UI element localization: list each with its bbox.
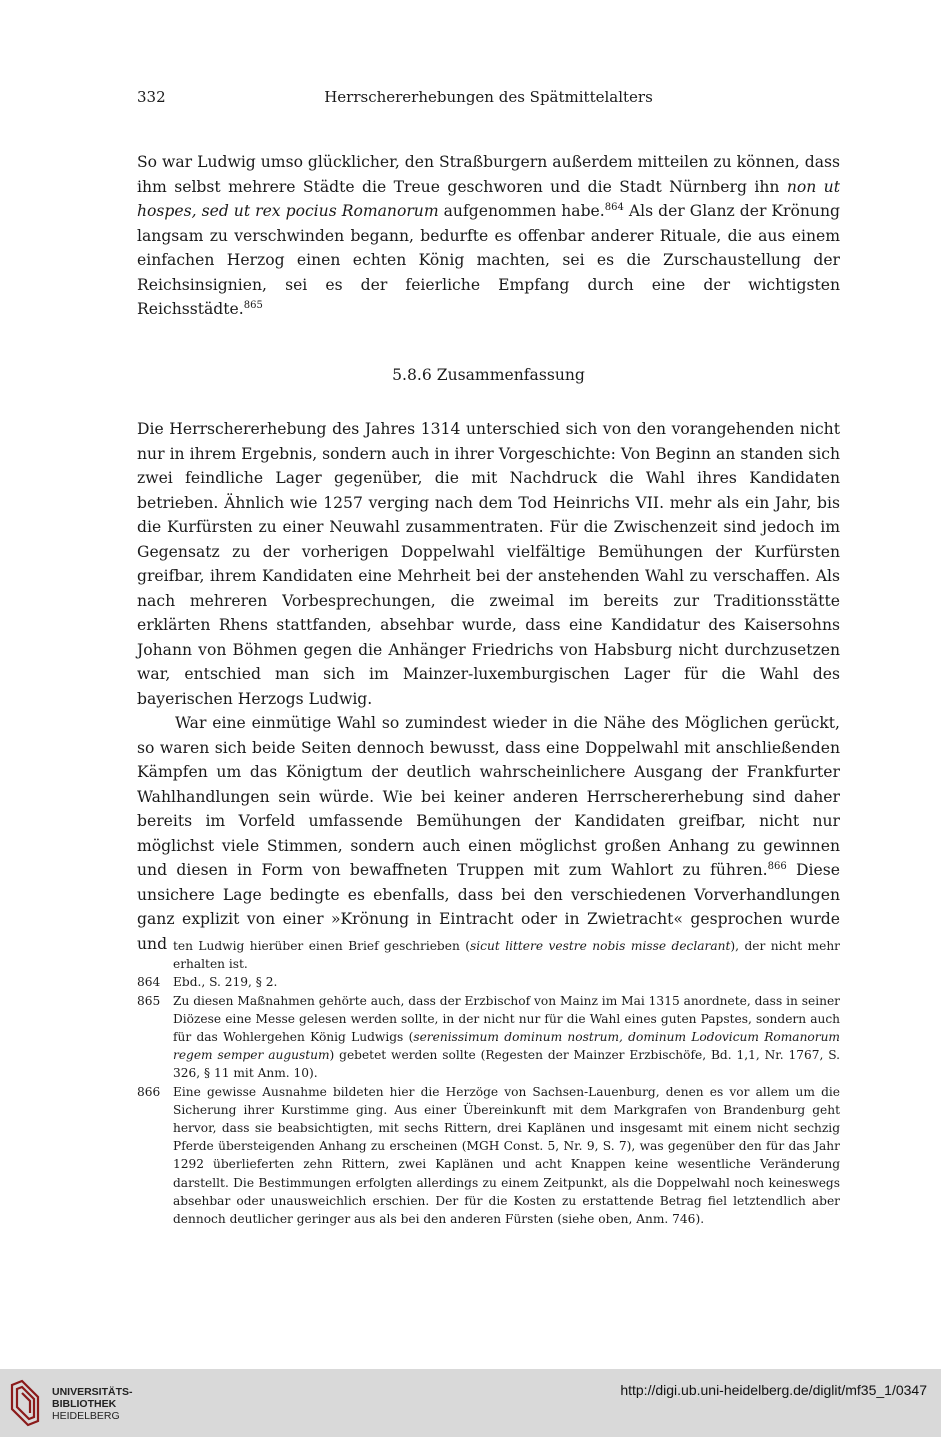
logo-line: HEIDELBERG: [52, 1410, 120, 1422]
footnotes: [137, 937, 840, 1228]
logo-line: UNIVERSITÄTS-: [52, 1386, 133, 1398]
footnote-text: ) gebetet werden sollte (Regesten der Mainzer Erzbischöfe, Bd. 1,1, Nr. 1767, S. 326, § 11 mit Anm. 10).: [173, 1048, 840, 1081]
paragraph-text: Diese unsichere Lage bedingte es ebenfalls, dass bei den verschiedenen Vorverhandlungen ganz explizit von einer »Krönung in Eintracht oder in Zwietracht« gesprochen wurde und: [137, 861, 840, 953]
footnote-865: [137, 992, 840, 1083]
footnote-ref-866[interactable]: 866: [767, 860, 787, 872]
section-heading: 5.8.6 Zusammenfassung: [392, 365, 585, 384]
footnote-number: 866: [137, 1084, 161, 1099]
footnote-text: ten Ludwig hierüber einen Brief geschrieben (: [173, 939, 471, 953]
latin-quote: non ut hospes, sed ut rex pocius Romanorum: [137, 177, 840, 220]
paragraph-text: War eine einmütige Wahl so zumindest wieder in die Nähe des Möglichen gerückt, so waren sich beide Seiten dennoch bewusst, dass eine Doppelwahl mit anschließenden Kämpfen um das Königtum der deutlich wahrscheinlichere Ausgang der Frankfurter Wahlhandlungen sein würde. Wie bei keiner anderen Herrschererhebung sind daher bereits im Vorfeld umfassende Bemühungen der Kandidaten greifbar, nicht nur möglichst viele Stimmen, sondern auch einen möglichst großen Anhang zu gewinnen und diesen in Form von bewaffneten Truppen mit zum Wahlort zu führen.: [137, 714, 840, 879]
footnote-866: [137, 1083, 840, 1229]
footnote-ref-865[interactable]: 865: [243, 299, 263, 311]
running-title: Herrschererhebungen des Spätmittelalters: [324, 88, 653, 106]
footnote-continuation: [137, 937, 840, 973]
logo-line: BIBLIOTHEK: [52, 1398, 117, 1410]
paragraph-1: [137, 150, 840, 322]
paragraph-text: aufgenommen habe.: [438, 202, 605, 220]
source-url[interactable]: http://digi.ub.uni-heidelberg.de/diglit/mf35_1/0347: [620, 1382, 927, 1398]
paragraph-text: Als der Glanz der Krönung langsam zu verschwinden begann, bedurfte es offenbar anderer Rituale, die aus einem einfachen Herzog einen echten König machten, sei es die Zurschaustellung der Reichsinsignien, sei es der feierliche Empfang durch eine der wichtigsten Reichsstädte.: [137, 202, 840, 318]
latin-quote: serenissimum dominum nostrum, dominum Lodovicum Romanorum regem semper augustum: [173, 1030, 840, 1063]
library-logo-icon: [8, 1377, 44, 1429]
paragraph-3: [137, 711, 840, 956]
page-number: 332: [137, 88, 166, 106]
footnote-number: 865: [137, 993, 161, 1008]
body-text: [137, 150, 840, 956]
library-logo-text: [52, 1386, 133, 1422]
footnote-number: 864: [137, 975, 161, 990]
footnote-864: [137, 973, 840, 991]
footnote-text: Zu diesen Maßnahmen gehörte auch, dass der Erzbischof von Mainz im Mai 1315 anordnete, dass in seiner Diözese eine Messe gelesen werden sollte, in der nicht nur für die Wahl eines guten Papstes, sondern auch für das Wohlergehen König Ludwigs (: [173, 993, 840, 1045]
latin-quote: sicut littere vestre nobis misse declarant: [470, 939, 731, 953]
footnote-text: Ebd., S. 219, § 2.: [173, 975, 278, 990]
footer-bar: [0, 1369, 941, 1437]
footnote-text: ), der nicht mehr erhalten ist.: [173, 939, 841, 972]
paragraph-2: Die Herrschererhebung des Jahres 1314 unterschied sich von den vorangehenden nicht nur in ihrem Ergebnis, sondern auch in ihrer Vorgeschichte: Von Beginn an standen sich zwei feindliche Lager gegenüber, die mit Nachdruck die Wahl ihres Kandidaten betrieben. Ähnlich wie 1257 verging nach dem Tod Heinrichs VII. mehr als ein Jahr, bis die Kurfürsten zu einer Neuwahl zusammentraten. Für die Zwischenzeit sind jedoch im Gegensatz zu der vorherigen Doppelwahl vielfältige Bemühungen der Kurfürsten greifbar, ihrem Kandidaten eine Mehrheit bei der anstehenden Wahl zu verschaffen. Als nach mehreren Vorbesprechungen, die zweimal im bereits zur Traditionsstätte erklärten Rhens stattfanden, absehbar wurde, dass eine Kandidatur des Kaisersohns Johann von Böhmen gegen die Anhänger Friedrichs von Habsburg nicht durchzusetzen war, entschied man sich im Mainzer-luxemburgischen Lager für die Wahl des bayerischen Herzogs Ludwig.: [137, 420, 840, 708]
paragraph-text: So war Ludwig umso glücklicher, den Straßburgern außerdem mitteilen zu können, dass ihm selbst mehrere Städte die Treue geschworen und die Stadt Nürnberg ihn: [137, 153, 840, 196]
footnote-ref-864[interactable]: 864: [604, 201, 624, 213]
footnote-text: Eine gewisse Ausnahme bildeten hier die Herzöge von Sachsen-Lauenburg, denen es vor allem um die Sicherung ihrer Kurstimme ging. Aus einer Übereinkunft mit dem Markgrafen von Brandenburg geht hervor, dass sie beabsichtigten, mit sechs Rittern, drei Kaplänen und insgesamt mit einem nicht sechzig Pferde übersteigenden Anhang zu erscheinen (MGH Const. 5, Nr. 9, S. 7), was gegenüber den für das Jahr 1292 überlieferten zehn Rittern, zwei Kaplänen und acht Knappen keine wesentliche Veränderung darstellt. Die Bestimmungen erfolgten allerdings zu einem Zeitpunkt, als die Doppelwahl noch keineswegs absehbar oder unausweichlich erschien. Der für die Kosten zu erstattende Betrag fiel letztendlich aber dennoch deutlicher geringer aus als bei den anderen Fürsten (siehe oben, Anm. 746).: [173, 1084, 840, 1227]
page-header: [137, 88, 840, 112]
